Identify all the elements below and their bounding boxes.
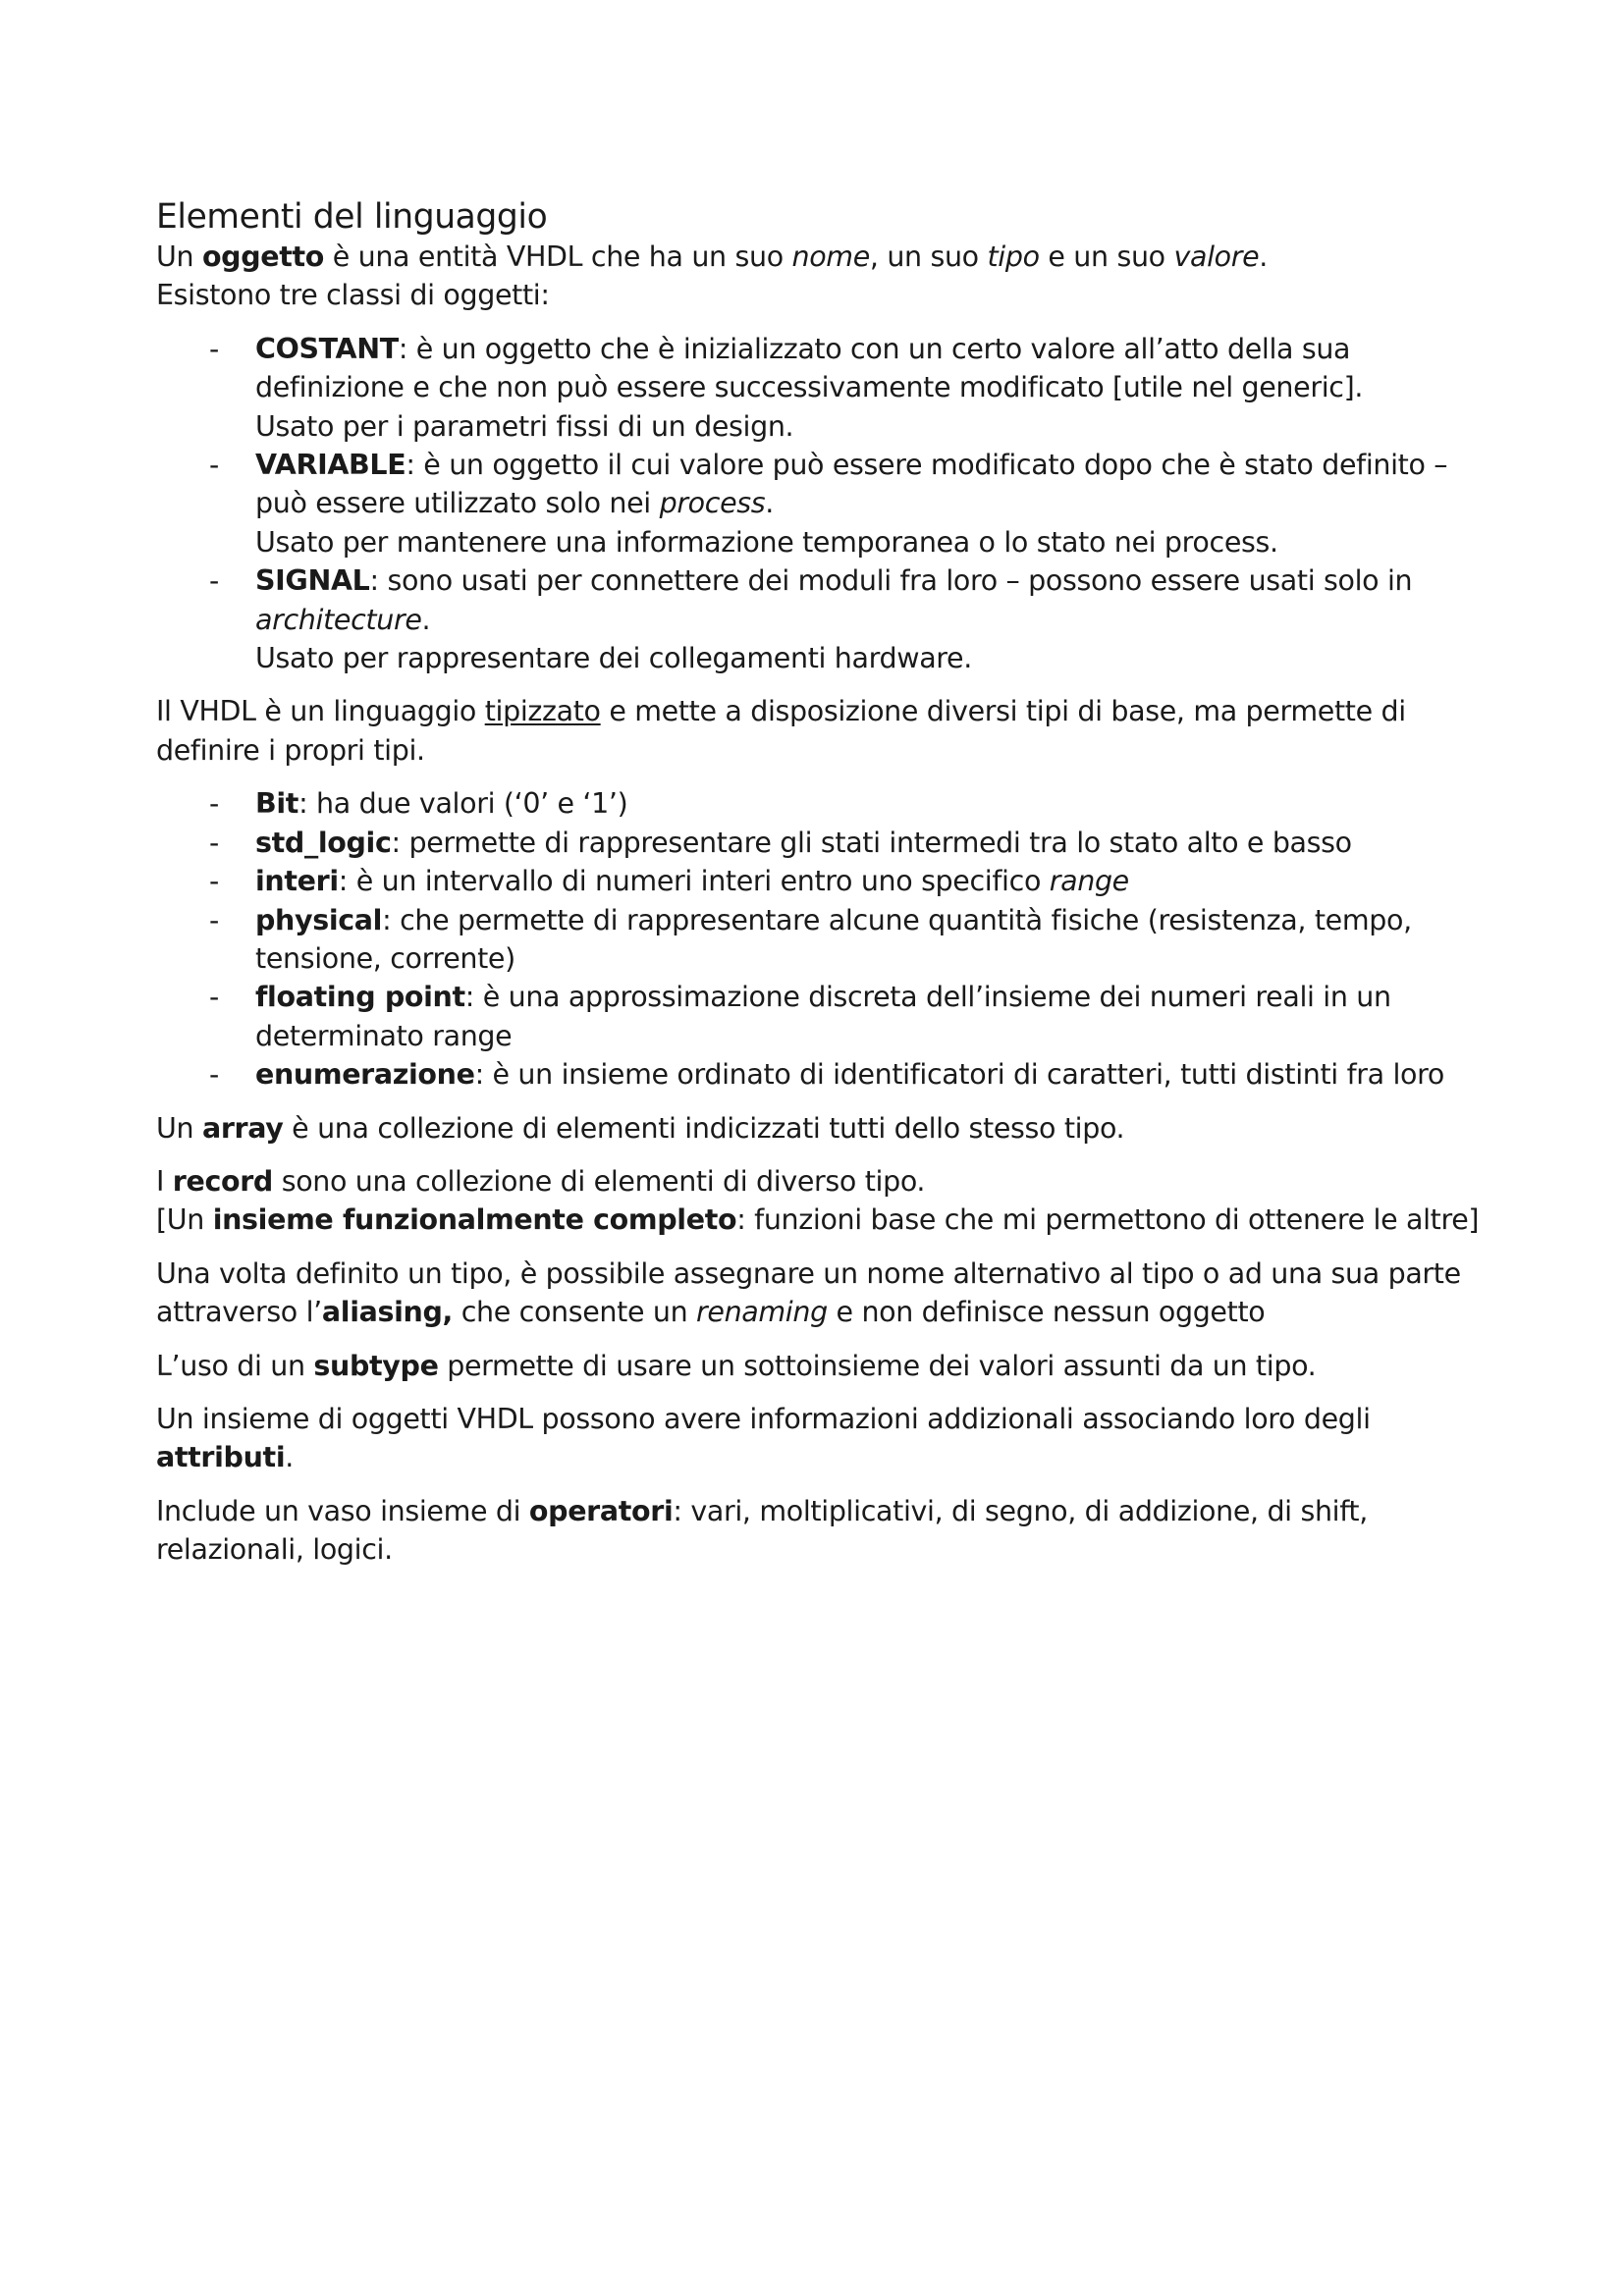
term-architecture: architecture (255, 603, 422, 636)
term-tipo: tipo (987, 240, 1040, 273)
text-run: sono una collezione di elementi di diverso tipo. (272, 1164, 926, 1198)
aliasing-paragraph (156, 1255, 1482, 1332)
text-run: : è un oggetto il cui valore può essere modificato dopo che è stato definito – può essere utilizzato solo nei (255, 449, 1448, 520)
term-physical: physical (255, 903, 383, 936)
list-dash: - (209, 332, 219, 365)
types-intro-paragraph (156, 692, 1482, 770)
section-title: Elementi del linguaggio (156, 197, 548, 237)
text-run: . (285, 1441, 294, 1474)
term-subtype: subtype (313, 1349, 439, 1382)
text-run: e mette a disposizione diversi tipi di base, ma permette di definire i propri tipi. (156, 695, 1406, 767)
usage-note: Usato per i parametri fissi di un design. (255, 409, 794, 443)
record-paragraph (156, 1162, 1482, 1201)
text-run: che consente un (453, 1296, 697, 1329)
text-run: : che permette di rappresentare alcune quantità fisiche (resistenza, tempo, tensione, corrente) (255, 903, 1412, 975)
term-record: record (172, 1164, 273, 1198)
text-run: Una volta definito un tipo, è possibile assegnare un nome alternativo al tipo o ad una sua parte attraverso l’ (156, 1256, 1461, 1329)
term-floating-point: floating point (255, 981, 465, 1014)
text-run: : ha due valori (‘0’ e ‘1’) (298, 787, 628, 821)
term-bit: Bit (255, 787, 299, 821)
text-run: e non definisce nessun oggetto (827, 1296, 1266, 1329)
list-dash: - (209, 564, 219, 598)
text-run: L’uso di un (156, 1349, 314, 1382)
list-dash: - (209, 903, 219, 936)
text-run: : permette di rappresentare gli stati intermedi tra lo stato alto e basso (391, 826, 1352, 859)
list-item-interi (156, 862, 1482, 900)
list-dash: - (209, 865, 219, 898)
text-run: è una entità VHDL che ha un suo (324, 240, 792, 273)
intro-paragraph (156, 238, 1482, 276)
term-attributi: attributi (156, 1441, 286, 1474)
insieme-paragraph (156, 1201, 1482, 1239)
text-run: Include un vaso insieme di (156, 1494, 529, 1527)
list-item-physical (156, 901, 1482, 979)
object-classes-list (156, 330, 1482, 678)
attributi-paragraph (156, 1400, 1482, 1477)
text-run: : vari, moltiplicativi, di segno, di addizione, di shift, relazionali, logici. (156, 1494, 1368, 1567)
term-process: process (659, 487, 766, 520)
text-run: e un suo (1039, 240, 1174, 273)
term-enumerazione: enumerazione (255, 1058, 475, 1092)
text-run: . (421, 603, 431, 636)
term-insieme-funzionalmente-completo: insieme funzionalmente completo (212, 1203, 737, 1237)
subtype-paragraph (156, 1347, 1482, 1385)
list-item-enumerazione (156, 1055, 1482, 1094)
document-content (156, 194, 1482, 1570)
classes-intro: Esistono tre classi di oggetti: (156, 279, 550, 312)
array-paragraph (156, 1109, 1482, 1148)
operatori-paragraph (156, 1492, 1482, 1570)
list-item-std-logic (156, 824, 1482, 862)
text-run: , un suo (869, 240, 988, 273)
list-dash: - (209, 787, 219, 821)
list-item-variable (156, 446, 1482, 561)
term-range: range (1049, 865, 1129, 898)
text-run: : funzioni base che mi permettono di ottenere le altre] (736, 1203, 1480, 1237)
term-array: array (201, 1111, 284, 1145)
term-operatori: operatori (528, 1494, 674, 1527)
term-interi: interi (255, 865, 339, 898)
text-run: : sono usati per connettere dei moduli fra loro – possono essere usati solo in (369, 564, 1413, 598)
usage-note: Usato per rappresentare dei collegamenti hardware. (255, 642, 972, 675)
text-run: . (1259, 240, 1269, 273)
text-run: Un (156, 240, 202, 273)
term-tipizzato: tipizzato (484, 695, 601, 728)
text-run: I (156, 1164, 173, 1198)
text-run: : è un insieme ordinato di identificatori di caratteri, tutti distinti fra loro (474, 1058, 1444, 1092)
list-dash: - (209, 1058, 219, 1092)
usage-note: Usato per mantenere una informazione temporanea o lo stato nei process. (255, 525, 1278, 559)
term-variable: VARIABLE (255, 449, 406, 482)
list-dash: - (209, 449, 219, 482)
list-dash: - (209, 981, 219, 1014)
text-run: . (765, 487, 774, 520)
text-run: [Un (156, 1203, 213, 1237)
term-oggetto: oggetto (201, 240, 325, 273)
text-run: Un (156, 1111, 202, 1145)
term-costant: COSTANT (255, 332, 399, 365)
text-run: : è una approssimazione discreta dell’insieme dei numeri reali in un determinato range (255, 981, 1391, 1052)
term-std-logic: std_logic (255, 826, 392, 859)
list-item-floating-point (156, 978, 1482, 1055)
text-run: Il VHDL è un linguaggio (156, 695, 485, 728)
list-item-costant (156, 330, 1482, 446)
text-run: : è un oggetto che è inizializzato con un certo valore all’atto della sua definizione e che non può essere successivamente modificato [utile nel generic]. (255, 332, 1364, 404)
term-aliasing: aliasing, (321, 1296, 453, 1329)
text-run: : è un intervallo di numeri interi entro uno specifico (338, 865, 1050, 898)
list-item-bit (156, 784, 1482, 823)
text-run: è una collezione di elementi indicizzati tutti dello stesso tipo. (283, 1111, 1125, 1145)
term-nome: nome (791, 240, 870, 273)
text-run: permette di usare un sottoinsieme dei valori assunti da un tipo. (438, 1349, 1317, 1382)
list-item-signal (156, 561, 1482, 677)
text-run: Un insieme di oggetti VHDL possono avere informazioni addizionali associando loro degli (156, 1402, 1371, 1435)
term-signal: SIGNAL (255, 564, 370, 598)
term-valore: valore (1173, 240, 1260, 273)
list-dash: - (209, 826, 219, 859)
term-renaming: renaming (696, 1296, 828, 1329)
base-types-list (156, 784, 1482, 1094)
